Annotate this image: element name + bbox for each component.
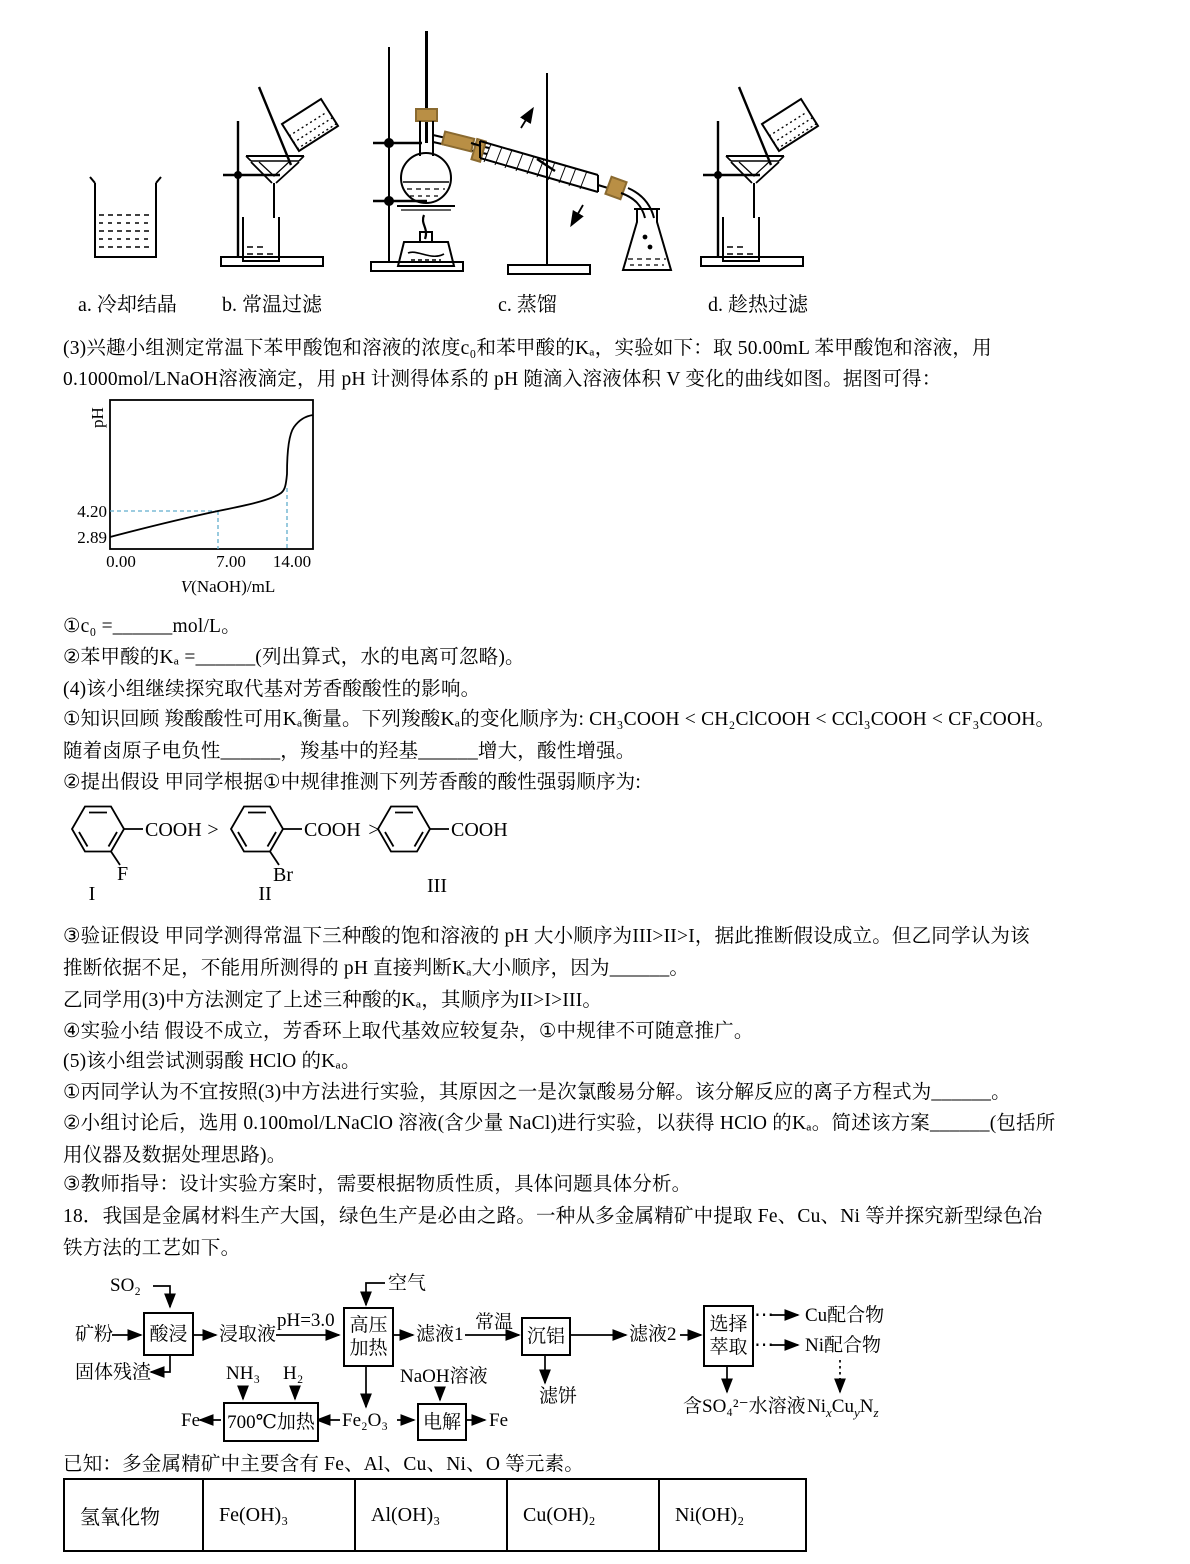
q5-item2-line1: ②小组讨论后，选用 0.100mol/LNaClO 溶液(含少量 NaCl)进行实验，以获得 HClO 的Kₐ。简述该方案______(包括所 xyxy=(63,1113,1056,1134)
flow-box-acid-leach: 酸浸 xyxy=(143,1312,194,1356)
apparatus-label-d: d. 趁热过滤 xyxy=(708,294,808,316)
q4-item3-line3: 乙同学用(3)中方法测定了上述三种酸的Kₐ，其顺序为II>I>III。 xyxy=(63,990,603,1011)
q4-item2: ②提出假设 甲同学根据①中规律推测下列芳香酸的酸性强弱顺序为: xyxy=(63,772,641,793)
q4-item3-line2: 推断依据不足，不能用所测得的 pH 直接判断Kₐ大小顺序，因为______。 xyxy=(63,958,690,979)
q4-item4: ④实验小结 假设不成立，芳香环上取代基效应较复杂，①中规律不可随意推广。 xyxy=(63,1021,754,1042)
flow-label-so2: SO₂ xyxy=(110,1275,141,1296)
flow-label-fe-left: Fe xyxy=(181,1410,200,1431)
filtration-room-temp xyxy=(221,87,338,266)
flow-dots-cu: ⋯ xyxy=(754,1304,774,1326)
q3-item1: ①c₀ =______mol/L。 xyxy=(63,616,241,637)
chart-xtick-0: 0.00 xyxy=(106,552,136,571)
hydroxide-table xyxy=(63,1478,807,1552)
table-cell-feoh3: Fe(OH)₃ xyxy=(203,1479,355,1551)
apparatus-figure xyxy=(75,25,855,317)
flow-label-solid-residue: 固体残渣 xyxy=(75,1362,152,1383)
flow-label-ph: pH=3.0 xyxy=(277,1310,335,1331)
structure-label-1: I xyxy=(88,883,96,905)
q3-item2: ②苯甲酸的Kₐ =______(列出算式，水的电离可忽略)。 xyxy=(63,647,525,668)
flow-label-filtrate1: 滤液1 xyxy=(416,1324,464,1345)
ph-titration-chart xyxy=(63,392,403,608)
q4-item1-line1: ①知识回顾 羧酸酸性可用Kₐ衡量。下列羧酸Kₐ的变化顺序为: CH₃COOH < CH₂ClCOOH < CCl₃COOH < CF₃COOH。 xyxy=(63,709,1056,730)
structure-label-2: II xyxy=(258,883,272,905)
flow-label-air: 空气 xyxy=(388,1273,427,1294)
process-flowchart xyxy=(63,1272,1153,1467)
table-row xyxy=(64,1479,806,1551)
flow-box-hp-heat: 高压 加热 xyxy=(343,1307,394,1367)
apparatus-label-b: b. 常温过滤 xyxy=(222,294,322,316)
flow-label-filter-cake: 滤饼 xyxy=(539,1386,578,1407)
q5-item2-line2: 用仪器及数据处理思路)。 xyxy=(63,1145,287,1166)
chart-ylabel: pH xyxy=(88,407,107,428)
flow-box-al-precip: 沉铝 xyxy=(521,1317,571,1356)
q5-intro: (5)该小组尝试测弱酸 HClO 的Kₐ。 xyxy=(63,1051,361,1072)
beaker-cooling xyxy=(90,177,161,257)
flow-label-room-temp: 常温 xyxy=(475,1312,514,1333)
flow-label-ni-complex: Ni配合物 xyxy=(805,1335,882,1356)
table-cell-nioh2: Ni(OH)₂ xyxy=(659,1479,806,1551)
q3-intro-line2: 0.1000mol/LNaOH溶液滴定，用 pH 计测得体系的 pH 随滴入溶液体积 V 变化的曲线如图。据图可得： xyxy=(63,369,942,390)
chart-ytick-289: 2.89 xyxy=(77,528,107,547)
flow-box-heat-700: 700℃加热 xyxy=(223,1402,319,1442)
distillation-setup xyxy=(371,31,671,274)
chart-ytick-420: 4.20 xyxy=(77,502,107,521)
gt-1: > xyxy=(207,819,219,841)
chart-xtick-7: 7.00 xyxy=(216,552,246,571)
flow-label-fe2o3: Fe₂O₃ xyxy=(342,1410,388,1431)
flow-label-nh3: NH₃ xyxy=(226,1363,261,1384)
flow-label-naoh: NaOH溶液 xyxy=(400,1366,488,1387)
flow-label-filtrate2: 滤液2 xyxy=(629,1324,677,1345)
flow-label-h2: H₂ xyxy=(283,1363,304,1384)
q5-item3: ③教师指导：设计实验方案时，需要根据物质性质，具体问题具体分析。 xyxy=(63,1174,692,1195)
flow-label-cu-complex: Cu配合物 xyxy=(805,1305,885,1326)
chart-xtick-14: 14.00 xyxy=(272,552,312,571)
apparatus-label-c: c. 蒸馏 xyxy=(498,294,557,316)
substituent-br: Br xyxy=(273,864,293,886)
flow-label-ore: 矿粉 xyxy=(75,1324,114,1345)
q4-item1-line2: 随着卤原子电负性______，羧基中的羟基______增大，酸性增强。 xyxy=(63,741,636,762)
known-info: 已知：多金属精矿中主要含有 Fe、Al、Cu、Ni、O 等元素。 xyxy=(63,1454,584,1475)
q18-line2: 铁方法的工艺如下。 xyxy=(63,1238,241,1259)
table-cell-cuoh2: Cu(OH)₂ xyxy=(507,1479,659,1551)
cooh-2: COOH xyxy=(304,819,361,841)
cooh-1: COOH xyxy=(145,819,202,841)
q4-item3-line1: ③验证假设 甲同学测得常温下三种酸的饱和溶液的 pH 大小顺序为III>II>I，据此推断假设成立。但乙同学认为该 xyxy=(63,926,1030,947)
flow-label-so4-solution: 含SO₄²⁻水溶液 xyxy=(683,1396,806,1417)
flow-label-fe-right: Fe xyxy=(489,1410,508,1431)
structures-figure xyxy=(63,795,593,910)
q5-item1: ①丙同学认为不宜按照(3)中方法进行实验，其原因之一是次氯酸易分解。该分解反应的离子方程式为______。 xyxy=(63,1082,1011,1103)
substituent-f: F xyxy=(117,863,129,885)
flow-label-leachate: 浸取液 xyxy=(219,1324,277,1345)
flow-box-electrolysis: 电解 xyxy=(417,1403,467,1441)
table-cell-aloh3: Al(OH)₃ xyxy=(355,1479,507,1551)
apparatus-label-a: a. 冷却结晶 xyxy=(78,294,177,316)
q18-line1: 18．我国是金属材料生产大国，绿色生产是必由之路。一种从多金属精矿中提取 Fe、Cu、Ni 等并探究新型绿色冶 xyxy=(63,1206,1043,1227)
flow-box-select-extract: 选择 萃取 xyxy=(703,1305,754,1367)
cooh-3: COOH xyxy=(451,819,508,841)
flow-dots-ni: ⋯ xyxy=(754,1334,774,1356)
titration-curve xyxy=(110,415,313,537)
flow-label-nicun: $Ni_xCu_yN_z$ xyxy=(807,1396,879,1420)
structure-label-3: III xyxy=(427,875,447,897)
table-cell-header: 氢氧化物 xyxy=(64,1479,203,1551)
filtration-hot xyxy=(701,87,818,266)
q4-intro: (4)该小组继续探究取代基对芳香酸酸性的影响。 xyxy=(63,679,481,700)
q3-intro-line1: (3)兴趣小组测定常温下苯甲酸饱和溶液的浓度c₀和苯甲酸的Kₐ，实验如下：取 50.00mL 苯甲酸饱和溶液，用 xyxy=(63,338,992,359)
chart-xlabel: V(NaOH)/mL xyxy=(180,577,276,596)
gt-2: > xyxy=(368,819,380,841)
